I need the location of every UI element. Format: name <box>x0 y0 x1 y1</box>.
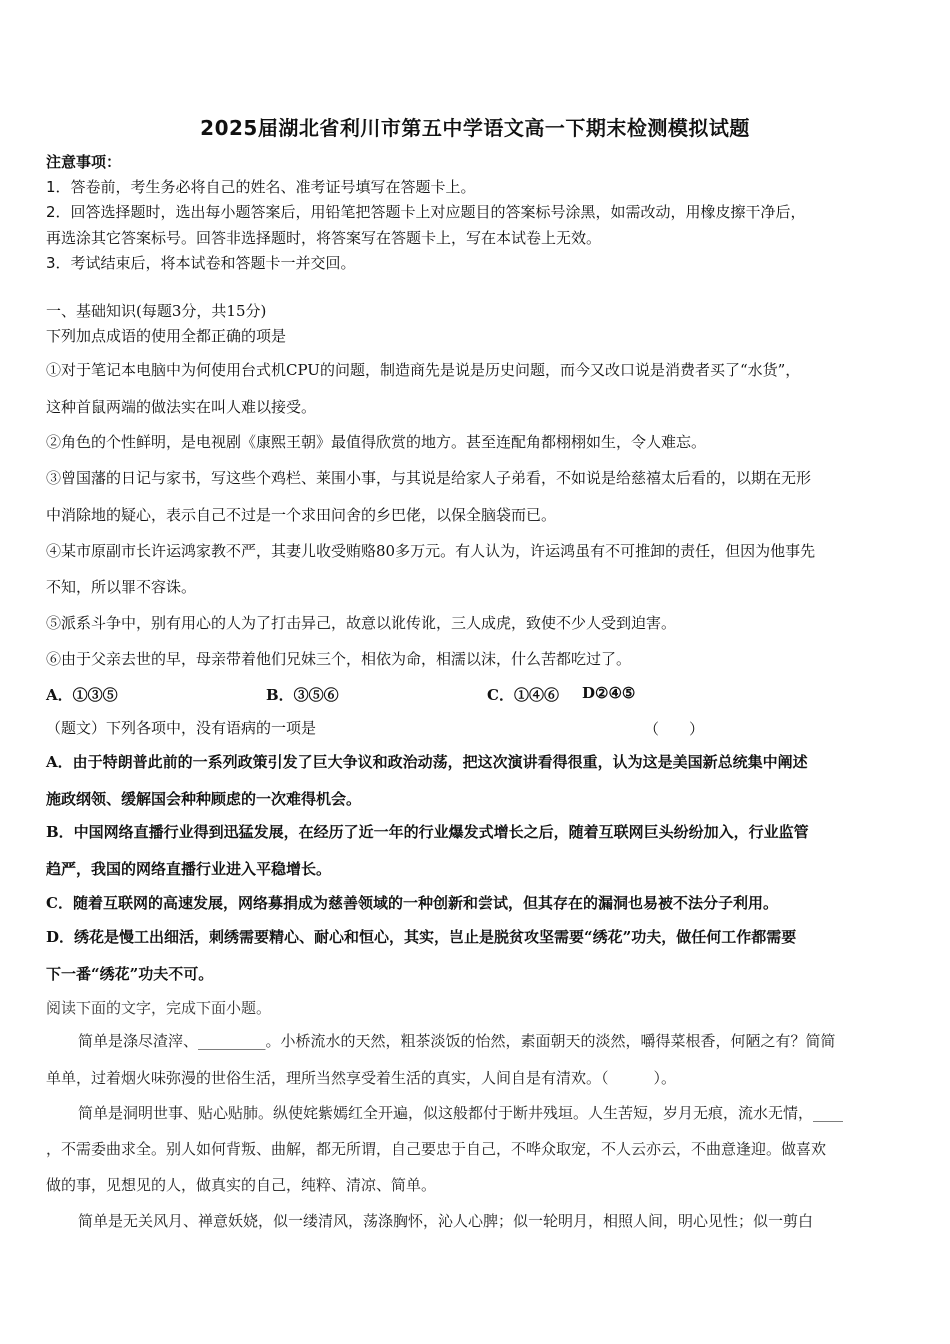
question-line: 这种首鼠两端的做法实在叫人难以接受。 <box>46 398 317 416</box>
question-line: ⑥由于父亲去世的早，母亲带着他们兄妹三个，相依为命，相濡以沫，什么苦都吃过了。 <box>46 650 632 668</box>
option-c: C．①④⑥ <box>487 686 559 704</box>
passage-line: 简单是洞明世事、贴心贴肺。纵使姹紫嫣红全开遍，似这般都付于断井残垣。人生苦短，岁月无痕，流水无情，____ <box>78 1104 844 1122</box>
passage-line: ，不需委曲求全。别人如何背叛、曲解，都无所谓，自己要忠于自己，不哗众取宠，不人云亦云，不曲意逢迎。做喜欢 <box>46 1140 827 1158</box>
notice-item: 1．答卷前，考生务必将自己的姓名、准考证号填写在答题卡上。 <box>46 178 476 196</box>
reading-instruction: 阅读下面的文字，完成下面小题。 <box>46 999 272 1017</box>
page-title: 2025届湖北省利川市第五中学语文高一下期末检测模拟试题 <box>200 116 750 140</box>
question-line: ②角色的个性鲜明，是电视剧《康熙王朝》最值得欣赏的地方。甚至连配角都栩栩如生，令人难忘。 <box>46 433 707 451</box>
option-a: A．①③⑤ <box>46 686 118 704</box>
notice-item: 3．考试结束后，将本试卷和答题卡一并交回。 <box>46 254 356 272</box>
option-line: 趋严，我国的网络直播行业进入平稳增长。 <box>46 860 332 878</box>
notice-item: 再选涂其它答案标号。回答非选择题时，将答案写在答题卡上，写在本试卷上无效。 <box>46 229 602 247</box>
option-line: B．中国网络直播行业得到迅猛发展，在经历了近一年的行业爆发式增长之后，随着互联网巨头纷纷加入，行业监管 <box>46 823 809 841</box>
notice-heading: 注意事项： <box>46 153 122 171</box>
question-line: ④某市原副市长许运鸿家教不严，其妻儿收受贿赂80多万元。有人认为，许运鸿虽有不可推卸的责任，但因为他事先 <box>46 542 816 560</box>
question-line: 中消除地的疑心，表示自己不过是一个求田问舍的乡巴佬，以保全脑袋而已。 <box>46 506 557 524</box>
option-line: C．随着互联网的高速发展，网络募捐成为慈善领域的一种创新和尝试，但其存在的漏洞也易被不法分子利用。 <box>46 894 778 912</box>
passage-line: 简单是无关风月、禅意妖娆，似一缕清风，荡涤胸怀，沁人心脾；似一轮明月，相照人间，明心见性；似一剪白 <box>78 1212 814 1230</box>
question-stem: 下列加点成语的使用全都正确的项是 <box>46 327 287 345</box>
option-b: B．③⑤⑥ <box>266 686 339 704</box>
option-line: 施政纲领、缓解国会种种顾虑的一次难得机会。 <box>46 790 362 808</box>
option-d: D②④⑤ <box>582 684 636 702</box>
question-line: ③曾国藩的日记与家书，写这些个鸡栏、莱围小事，与其说是给家人子弟看，不如说是给慈禧太后看的，以期在无形 <box>46 469 812 487</box>
section-heading: 一、基础知识(每题3分，共15分) <box>46 302 267 320</box>
question-line: ①对于笔记本电脑中为何使用台式机CPU的问题，制造商先是说是历史问题，而今又改口说是消费者买了“水货”， <box>46 361 801 379</box>
option-line: A．由于特朗普此前的一系列政策引发了巨大争议和政治动荡，把这次演讲看得很重，认为这是美国新总统集中阐述 <box>46 753 808 771</box>
question-line: ⑤派系斗争中，别有用心的人为了打击异己，故意以讹传讹，三人成虎，致使不少人受到迫害。 <box>46 614 677 632</box>
option-line: D．绣花是慢工出细活，刺绣需要精心、耐心和恒心，其实，岂止是脱贫攻坚需要“绣花”功夫，做任何工作都需要 <box>46 928 797 946</box>
passage-line: 做的事，见想见的人，做真实的自己，纯粹、清凉、简单。 <box>46 1176 437 1194</box>
passage-line: 单单，过着烟火味弥漫的世俗生活，理所当然享受着生活的真实，人间自是有清欢。（ ）。 <box>46 1069 677 1087</box>
passage-line: 简单是涤尽渣滓、_________。小桥流水的天然，粗茶淡饭的怡然，素面朝天的淡然，嚼得菜根香，何陋之有？简简 <box>78 1032 836 1050</box>
option-line: 下一番“绣花”功夫不可。 <box>46 965 214 983</box>
answer-paren: （ ） <box>644 720 705 738</box>
question-stem: （题文）下列各项中，没有语病的一项是 <box>46 719 317 737</box>
question-line: 不知，所以罪不容诛。 <box>46 578 197 596</box>
notice-item: 2．回答选择题时，选出每小题答案后，用铅笔把答题卡上对应题目的答案标号涂黑，如需改动，用橡皮擦干净后， <box>46 203 806 221</box>
